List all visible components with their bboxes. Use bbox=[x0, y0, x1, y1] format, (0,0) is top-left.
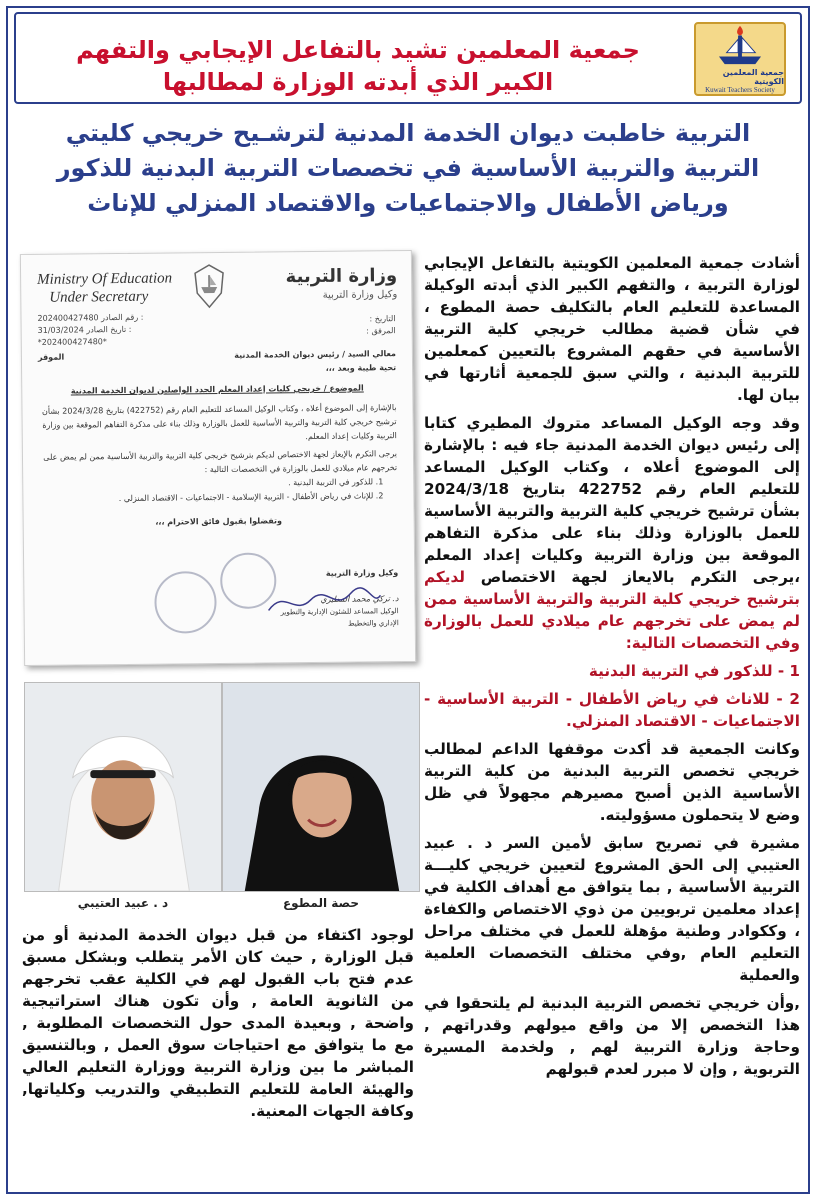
letter-recipient-tag: الموقر bbox=[37, 352, 65, 362]
headline-line-2: التربية والتربية الأساسية في تخصصات التربية البدنية للذكور bbox=[56, 154, 760, 182]
letter-body bbox=[38, 347, 398, 531]
article-paragraph-4: مشيرة في تصريح سابق لأمين السر د . عبيد العتيبي إلى الحق المشروع لتعيين خريجي كليـــة التربية الأساسية , بما يتوافق مع أهداف الكلية في إعداد معلمين تربويين من ذوي الاختصاص والكفاءة ، وككوادر وطنية مؤهلة للعمل في مختلف مراحل التعليم العام ,وفي مختلف التخصصات العلمية والعملية bbox=[424, 834, 800, 984]
signature-scribble bbox=[264, 581, 384, 622]
header-banner bbox=[14, 12, 802, 104]
headline-line-1: التربية خاطبت ديوان الخدمة المدنية لترشـيح خريجي كليتي bbox=[65, 119, 751, 147]
caption-hessa-almutawa: حصة المطوع bbox=[282, 896, 359, 910]
article-paragraph-3: وكانت الجمعية قد أكدت موقفها الداعم لمطالب خريجي تخصص التربية البدنية من كلية التربية الأساسية الذين أصبح مصيرهم مجهولاً في ظل وضع لا يتحملون مسؤوليته. bbox=[424, 740, 800, 824]
letter-meta-ar-1: التاريخ : bbox=[369, 314, 396, 324]
letter-meta-ar bbox=[366, 313, 396, 337]
article-paragraph-1: أشادت جمعية المعلمين الكويتية بالتفاعل الإيجابي لوزارة التربية ، والتفهم الكبير الذي أبدته الوكيلة المساعدة للتعليم العام بالتكليف حصة المطوع ، في شأن قضية مطالب خريجي كلية التربية الأساسية في حقهم المشروع بالتعيين كمعلمين للتربية البدنية ، والتي سبق للجمعية أثارتها في بيان لها. bbox=[424, 254, 800, 404]
letter-ref-number: 202400427480 bbox=[37, 313, 99, 323]
article-paragraph-2-highlight: لديكم بترشيح خريجي كلية التربية والتربية الأساسية ممن لم يمض على تخرجهم عام ميلادي للعمل بالوزارة وفي التخصصات التالية: bbox=[424, 568, 800, 652]
letter-item-2: 2. للإناث في رياض الأطفال - التربية الإسلامية - الاجتماعيات - الاقتصاد المنزلي . bbox=[118, 491, 384, 504]
letter-ministry-ar: وزارة التربية bbox=[285, 265, 398, 288]
letter-ref-label: رقم الصادر : bbox=[101, 312, 144, 323]
letter-date-label: تاريخ الصادر : bbox=[86, 324, 132, 335]
caption-obaid-alotaibi: د . عبيد العتيبي bbox=[77, 896, 169, 910]
header-title-line-2: الكبير الذي أبدته الوزارة لمطالبها bbox=[162, 68, 554, 96]
headline-line-3: ورياض الأطفال والاجتماعيات والاقتصاد المنزلي للإناث bbox=[87, 189, 729, 217]
header-title bbox=[36, 34, 680, 98]
article-paragraph-5: ,وأن خريجي تخصص التربية البدنية لم يلتحقوا في هذا التخصص إلا من واقع ميولهم وقدراتهم , وحاجة وزارة التربية لهم , ولخدمة المسيرة التربوية , وإن لا مبرر لعدم قبولهم bbox=[424, 994, 800, 1078]
article-paragraph-6: لوجود اكتفاء من قبل ديوان الخدمة المدنية أو من قبل الوزارة , حيث كان الأمر يتطلب وبشكل مسبق عدم فتح باب القبول لهم في الكلية عقب تخرجهم من الثانوية العامة , وأن تكون هناك استراتيجية واضحة , وبعيدة المدى حول التخصصات المطلوبة , مع ما يتوافق مع احتياجات سوق العمل , وبالتنسيق المباشر ما بين وزارة التربية ووزارة التعليم العالي والهيئة العامة للتعليم التطبيقي والتدريب وكلياتها, وكافة الجهات المعنية. bbox=[22, 926, 414, 1120]
letter-body-1: بالإشارة إلى الموضوع أعلاه ، وكتاب الوكيل المساعد للتعليم العام رقم (422752) بتاريخ 2024/3/28 بشأن ترشيح خريجي كلية التربية والتربية الأساسية للعمل بالوزارة وذلك بناء على مذكرة التفاهم الموقعة بين وزارة التربية وكليات إعداد المعلم. bbox=[41, 403, 397, 442]
letter-meta bbox=[37, 312, 143, 349]
headline bbox=[18, 116, 798, 221]
letter-body-2: يرجى التكرم بالإيعاز لجهة الاختصاص لديكم بترشيح خريجي كلية التربية والتربية الأساسية ممن لم يمض على تخرجهم عام ميلادي للعمل بالوزارة في التخصصات التالية : bbox=[43, 449, 398, 475]
photo-hessa-almutawa bbox=[222, 682, 420, 892]
letter-ministry-ar-sub: وكيل وزارة التربية bbox=[322, 289, 398, 301]
article-item-1: 1 - للذكور في التربية البدنية bbox=[588, 662, 800, 680]
ministry-letter bbox=[20, 250, 416, 666]
article-left-column bbox=[22, 924, 414, 1122]
letter-ministry-en bbox=[37, 269, 172, 306]
letter-closing: وتفضلوا بقبول فائق الاحترام ،،، bbox=[155, 516, 283, 527]
letter-meta-ar-2: المرفق : bbox=[366, 326, 396, 336]
letter-item-1: 1. للذكور في التربية البدنية . bbox=[288, 477, 384, 488]
logo-text-en: Kuwait Teachers Society bbox=[705, 86, 775, 94]
torch-boat-icon bbox=[710, 24, 770, 68]
portrait-man-icon bbox=[25, 683, 221, 891]
photo-obaid-alotaibi bbox=[24, 682, 222, 892]
letter-ministry-en-line-2: Under Secretary bbox=[49, 288, 149, 306]
letter-barcode-text: *202400427480* bbox=[37, 337, 107, 347]
logo-text-ar: جمعية المعلمين الكويتية bbox=[722, 68, 784, 86]
society-logo bbox=[694, 22, 786, 96]
portrait-woman-icon bbox=[223, 683, 419, 891]
article-paragraph-2 bbox=[424, 412, 800, 654]
letter-recipient: معالي السيد / رئيس ديوان الخدمة المدنية bbox=[234, 349, 396, 360]
letter-date-value: 31/03/2024 bbox=[37, 325, 84, 335]
letter-greeting: تحية طيبة وبعد ،،، bbox=[325, 363, 397, 373]
letter-subject: الموضوع / خريجي كليات إعداد المعلم الجدد الواصلين لديوان الخدمة المدنية bbox=[70, 383, 364, 396]
article-item-2: 2 - للاناث في رياض الأطفال - التربية الأساسية - الاجتماعيات - الاقتصاد المنزلي. bbox=[424, 690, 800, 730]
article-right-column bbox=[424, 252, 800, 1086]
letter-signer-role: الوكيل المساعد للشئون الإدارية والتطوير الإداري والتخطيط bbox=[280, 607, 399, 628]
letter-signer-title: وكيل وزارة التربية bbox=[325, 568, 399, 578]
kuwait-emblem-icon bbox=[189, 263, 229, 309]
letter-signer-name: د. تركي محمد المطيري bbox=[320, 594, 399, 604]
letter-ministry-en-line-1: Ministry Of Education bbox=[37, 270, 173, 288]
stamp-seal-left bbox=[154, 571, 217, 634]
article-paragraph-2-text: وقد وجه الوكيل المساعد متروك المطيري كتابا إلى رئيس ديوان الخدمة المدنية جاء فيه : بالإشارة إلى الموضوع أعلاه ، وكتاب الوكيل المساعد للتعليم العام رقم 422752 بتاريخ 2024/3/18 بشأن ترشيح خريجي كلية التربية والتربية الأساسية للعمل بالوزارة وذلك بناء على مذكرة التفاهم الموقعة بين وزارة التربية وكليات إعداد المعلم ،يرجى التكرم بالايعاز لجهة الاختصاص bbox=[424, 414, 800, 586]
header-title-line-1: جمعية المعلمين تشيد بالتفاعل الإيجابي والتفهم bbox=[76, 36, 640, 64]
